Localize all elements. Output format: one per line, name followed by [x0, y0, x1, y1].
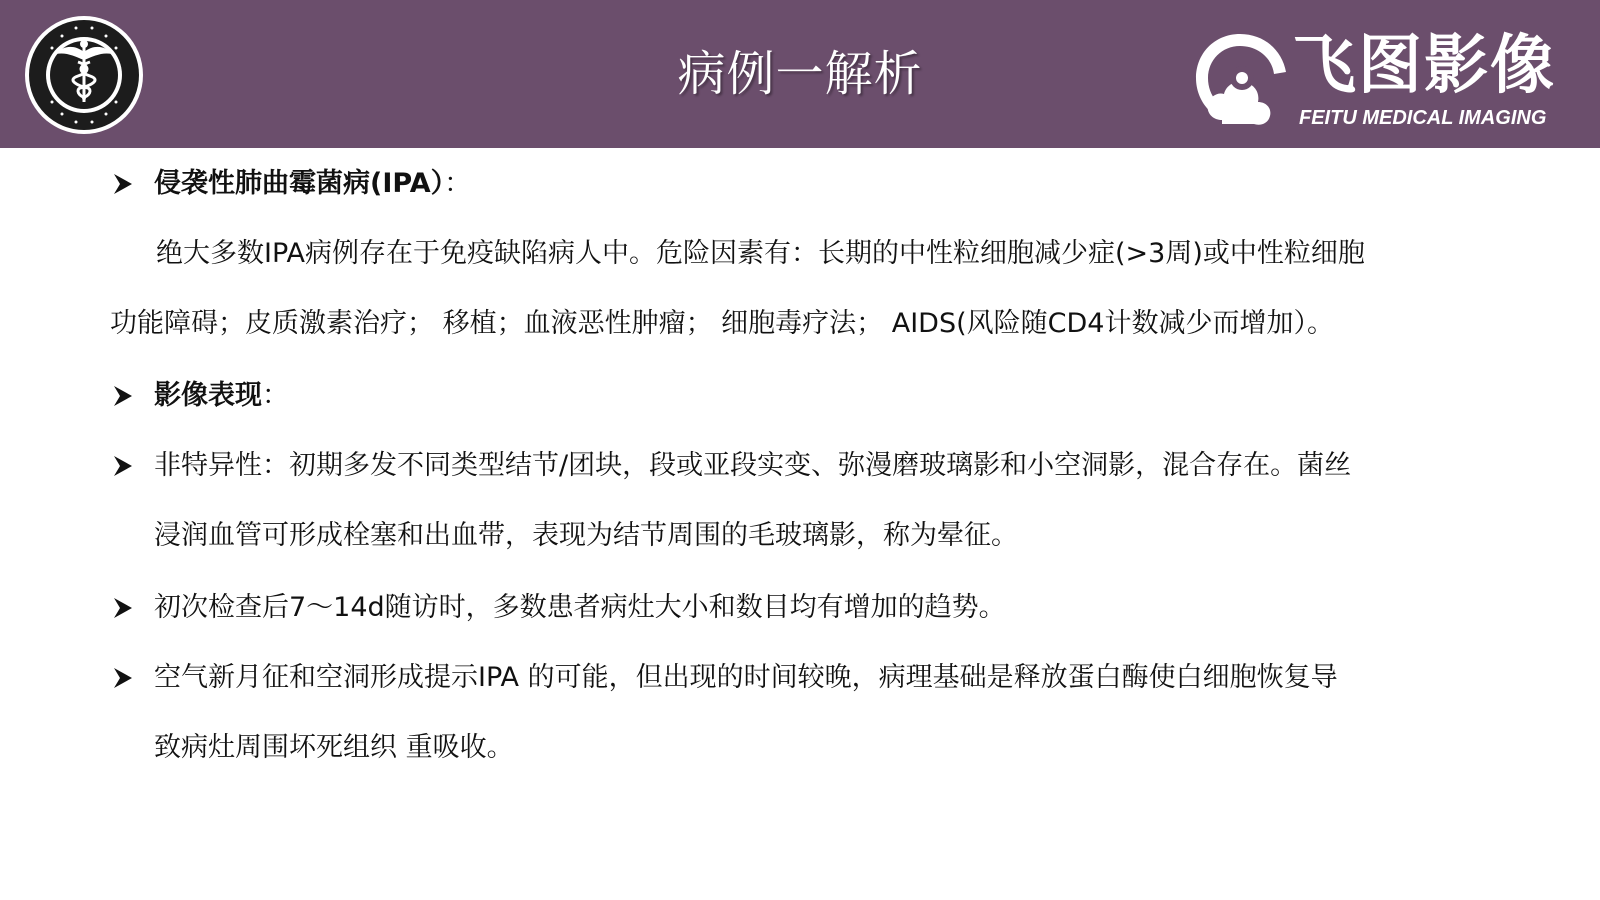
- ipa-heading-label: 侵袭性肺曲霉菌病(IPA）: [154, 168, 445, 199]
- arrow-bullet-icon: [112, 172, 134, 196]
- arrow-bullet-icon: [112, 596, 134, 620]
- finding-bullet-2-line-1: 初次检查后7～14d随访时，多数患者病灶大小和数目均有增加的趋势。: [154, 592, 1006, 623]
- arrow-bullet-icon: [112, 454, 134, 478]
- arrow-bullet-icon: [112, 666, 134, 690]
- ipa-paragraph-line-1: 绝大多数IPA病例存在于免疫缺陷病人中。危险因素有：长期的中性粒细胞减少症(>3周)或中性粒细胞: [156, 238, 1365, 269]
- ipa-heading: [154, 164, 471, 204]
- finding-bullet-3-line-2: 致病灶周围坏死组织 重吸收。: [154, 732, 514, 763]
- slide-title: 病例一解析: [677, 46, 923, 102]
- logo-english-text: FEITU MEDICAL IMAGING: [1299, 107, 1547, 129]
- slide-body: [0, 148, 1600, 900]
- arrow-bullet-icon: [112, 384, 134, 408]
- finding-bullet-1-line-2: 浸润血管可形成栓塞和出血带，表现为结节周围的毛玻璃影，称为晕征。: [154, 520, 1018, 551]
- imaging-heading-colon: ：: [262, 380, 289, 411]
- slide-header: [0, 0, 1600, 148]
- ipa-paragraph-line-2: 功能障碍；皮质激素治疗； 移植；血液恶性肿瘤； 细胞毒疗法； AIDS(风险随CD4计数减少而增加）。: [110, 308, 1334, 339]
- feitu-logo: [1192, 28, 1572, 132]
- imaging-heading-label: 影像表现: [154, 380, 262, 411]
- imaging-heading: [154, 376, 289, 416]
- logo-chinese-text: 飞图影像: [1292, 29, 1556, 103]
- ipa-heading-colon: ：: [444, 168, 472, 199]
- finding-bullet-1-line-1: 非特异性：初期多发不同类型结节/团块，段或亚段实变、弥漫磨玻璃影和小空洞影，混合存在。菌丝: [154, 450, 1352, 481]
- finding-bullet-3-line-1: 空气新月征和空洞形成提示IPA 的可能，但出现的时间较晚，病理基础是释放蛋白酶使白细胞恢复导: [154, 662, 1338, 693]
- cloud-spiral-logo-icon: [1192, 28, 1288, 132]
